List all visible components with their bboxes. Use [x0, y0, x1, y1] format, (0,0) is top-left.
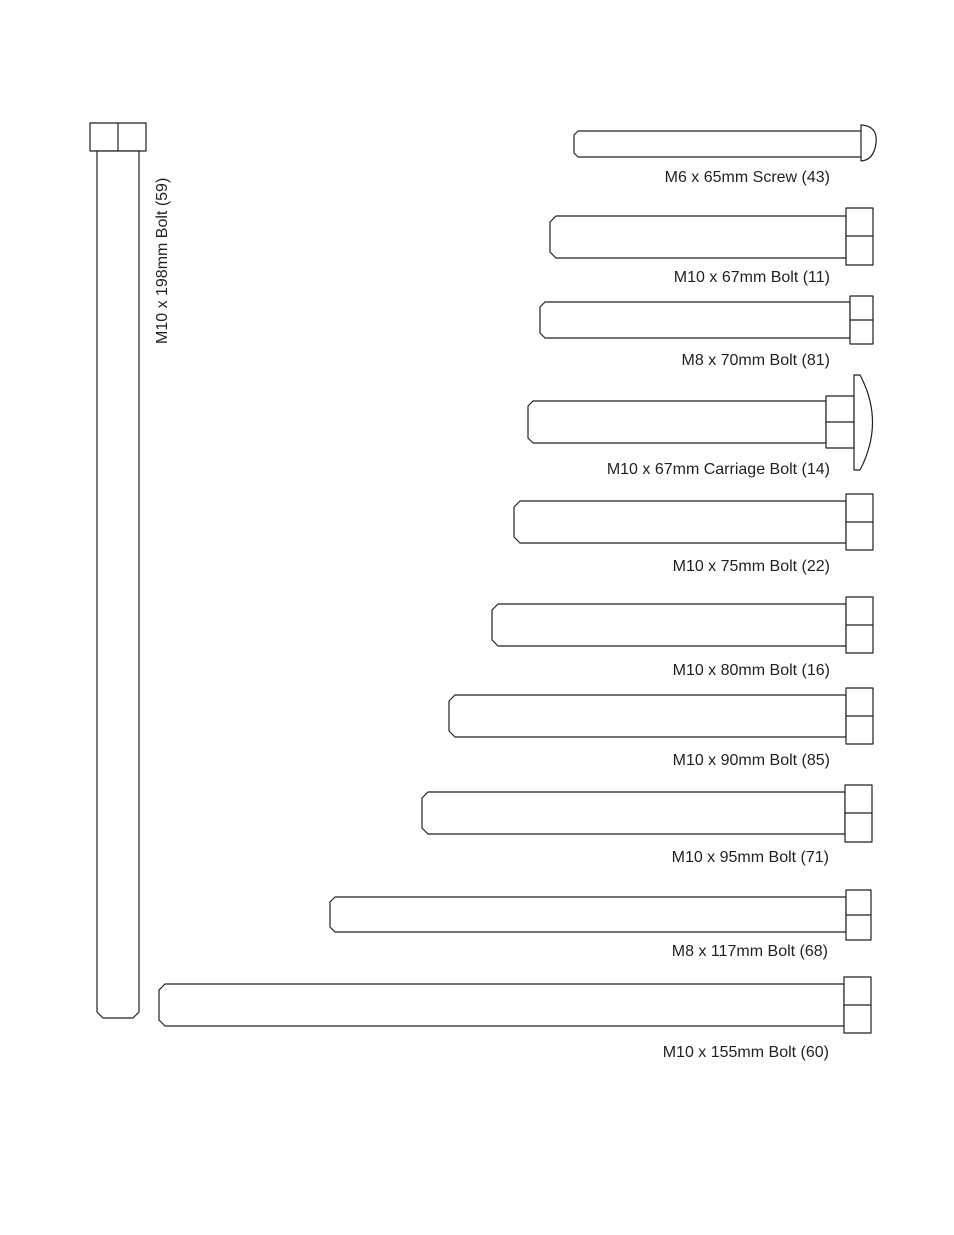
label-bolt-22: M10 x 75mm Bolt (22) [672, 558, 830, 575]
screw-43 [574, 125, 876, 186]
bolt-11 [550, 208, 873, 286]
label-bolt-60: M10 x 155mm Bolt (60) [662, 1044, 829, 1061]
label-carriage-bolt-14: M10 x 67mm Carriage Bolt (14) [606, 461, 830, 478]
bolt-85 [449, 688, 873, 769]
bolt-22 [514, 494, 873, 575]
label-screw-43: M6 x 65mm Screw (43) [664, 169, 830, 186]
bolt-16 [492, 597, 873, 679]
bolt-71 [422, 785, 872, 866]
label-bolt-68: M8 x 117mm Bolt (68) [671, 943, 828, 960]
label-bolt-16: M10 x 80mm Bolt (16) [672, 662, 830, 679]
bolt-60 [159, 977, 871, 1061]
label-bolt-81: M8 x 70mm Bolt (81) [681, 352, 830, 369]
bolt-59 [90, 123, 171, 1018]
label-bolt-59: M10 x 198mm Bolt (59) [154, 177, 171, 344]
bolt-81 [540, 296, 873, 369]
bolt-68 [330, 890, 871, 960]
label-bolt-11: M10 x 67mm Bolt (11) [673, 269, 830, 286]
label-bolt-71: M10 x 95mm Bolt (71) [671, 849, 829, 866]
carriage-bolt-14 [528, 375, 873, 478]
label-bolt-85: M10 x 90mm Bolt (85) [672, 752, 830, 769]
